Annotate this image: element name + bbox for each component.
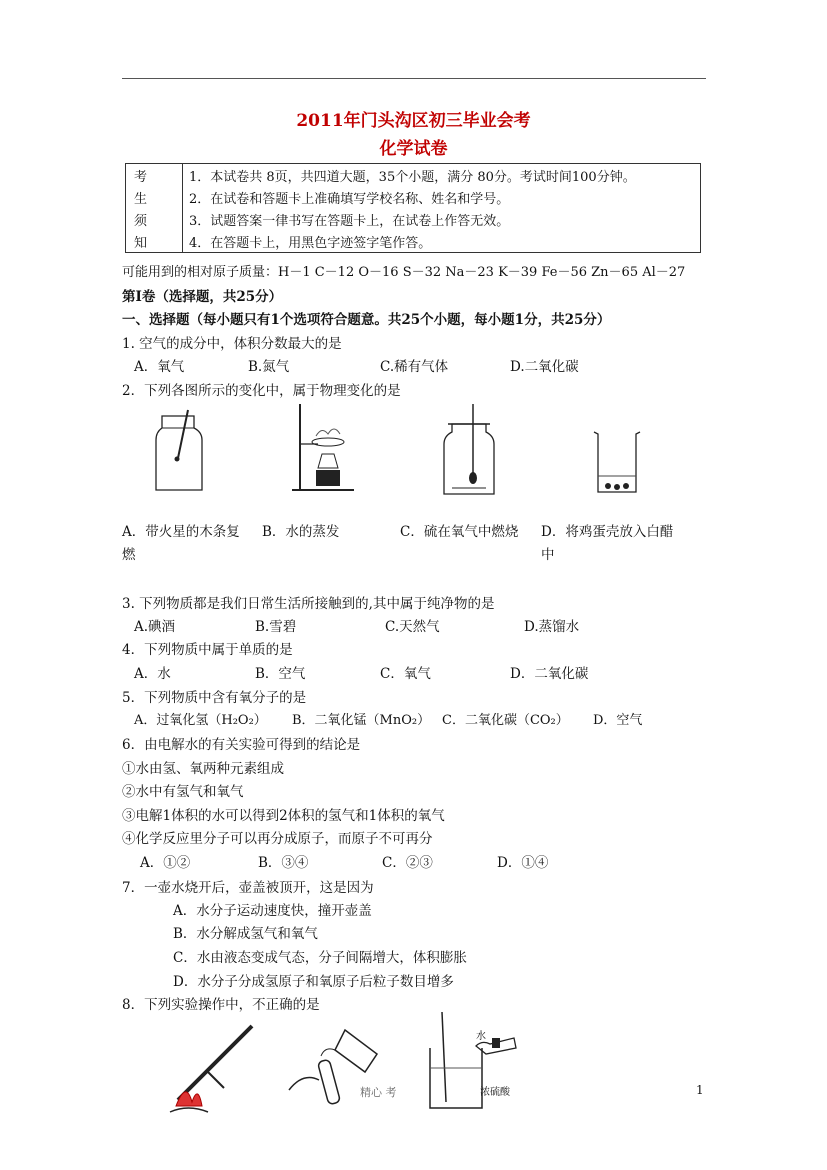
q2-figure-c-sulfur-burning-icon <box>440 402 500 498</box>
q6-option-c: C．②③ <box>382 855 433 871</box>
q8-figure-a-heating-tube-icon <box>168 1020 260 1116</box>
notice-rule: 4．在答题卡上，用黑色字迹签字笔作答。 <box>183 230 701 253</box>
q1-stem: 1. 空气的成分中，体积分数最大的是 <box>122 336 342 352</box>
q5-option-a: A．过氧化氢（H₂O₂） <box>134 713 267 728</box>
q6-statement: ④化学反应里分子可以再分成原子，而原子不可再分 <box>122 831 433 847</box>
q2-option-d-cont: 中 <box>541 547 555 563</box>
q4-option-d: D．二氧化碳 <box>510 666 589 682</box>
q6-statement: ②水中有氢气和氧气 <box>122 784 244 800</box>
q4-stem: 4．下列物质中属于单质的是 <box>122 642 293 658</box>
notice-rule: 2．在试卷和答题卡上准确填写学校名称、姓名和学号。 <box>183 186 701 208</box>
q8-label-sulfuric-acid: 浓硫酸 <box>480 1087 510 1098</box>
q1-option-d: D.二氧化碳 <box>510 359 579 375</box>
q7-stem: 7．一壶水烧开后，壶盖被顶开，这是因为 <box>122 880 374 896</box>
q2-option-d: D．将鸡蛋壳放入白醋 <box>541 524 674 540</box>
notice-side-char: 生 <box>126 186 183 208</box>
q6-statement: ③电解1体积的水可以得到2体积的氢气和1体积的氧气 <box>122 808 445 824</box>
q4-option-b: B．空气 <box>255 666 306 682</box>
q3-option-b: B.雪碧 <box>255 619 297 635</box>
q3-option-d: D.蒸馏水 <box>524 619 580 635</box>
q2-option-b: B．水的蒸发 <box>262 524 340 540</box>
exam-title: 2011年门头沟区初三毕业会考 <box>296 111 531 131</box>
q2-option-c: C．硫在氧气中燃烧 <box>400 524 519 540</box>
notice-side-char: 知 <box>126 230 183 253</box>
q2-figure-d-beaker-icon <box>590 428 646 498</box>
q6-statement: ①水由氢、氧两种元素组成 <box>122 761 284 777</box>
q1-option-b: B.氮气 <box>248 359 290 375</box>
atomic-masses: 可能用到的相对原子质量：H－1 C－12 O－16 S－32 Na－23 K－39 Fe－56 Zn－65 Al－27 <box>122 265 686 280</box>
q2-stem: 2．下列各图所示的变化中，属于物理变化的是 <box>122 383 401 399</box>
exam-subtitle: 化学试卷 <box>379 139 448 159</box>
volume-heading: 第Ⅰ卷（选择题，共25分） <box>122 289 283 305</box>
q5-option-d: D．空气 <box>593 713 643 728</box>
q6-stem: 6．由电解水的有关实验可得到的结论是 <box>122 737 361 753</box>
q8-stem: 8．下列实验操作中，不正确的是 <box>122 997 320 1013</box>
q4-option-c: C．氧气 <box>380 666 431 682</box>
q8-label-water: 水 <box>476 1031 486 1042</box>
q6-option-a: A．①② <box>140 855 191 871</box>
notice-rule: 3．试题答案一律书写在答题卡上，在试卷上作答无效。 <box>183 208 701 230</box>
q1-option-a: A．氧气 <box>134 359 185 375</box>
q5-option-c: C．二氧化碳（CO₂） <box>442 713 569 728</box>
header-rule <box>122 78 706 79</box>
q7-option-a: A．水分子运动速度快，撞开壶盖 <box>173 903 372 919</box>
q1-option-c: C.稀有气体 <box>380 359 449 375</box>
q2-figure-b-evaporation-icon <box>288 402 358 494</box>
q2-option-a: A．带火星的木条复 <box>122 524 240 540</box>
q6-option-b: B．③④ <box>258 855 309 871</box>
q3-option-c: C.天然气 <box>385 619 440 635</box>
q7-option-b: B．水分解成氢气和氧气 <box>173 926 318 942</box>
exam-notice-table <box>125 163 701 253</box>
q2-option-a-cont: 燃 <box>122 547 136 563</box>
watermark-text: 精心 考 <box>360 1086 397 1099</box>
q7-option-c: C．水由液态变成气态，分子间隔增大，体积膨胀 <box>173 950 467 966</box>
q2-figure-a-bottle-icon <box>150 408 210 498</box>
q6-option-d: D．①④ <box>497 855 549 871</box>
notice-side-char: 考 <box>126 164 183 187</box>
q5-stem: 5．下列物质中含有氧分子的是 <box>122 690 307 706</box>
q3-option-a: A.碘酒 <box>134 619 176 635</box>
part-heading: 一、选择题（每小题只有1个选项符合题意。共25个小题，每小题1分，共25分） <box>122 312 611 328</box>
q4-option-a: A．水 <box>134 666 171 682</box>
q7-option-d: D．水分子分成氢原子和氧原子后粒子数目增多 <box>173 974 454 990</box>
notice-side-char: 须 <box>126 208 183 230</box>
q8-figure-c-dilution-icon <box>420 1008 530 1112</box>
notice-rule: 1．本试卷共 8页，共四道大题，35个小题，满分 80分。考试时间100分钟。 <box>183 164 701 187</box>
q3-stem: 3. 下列物质都是我们日常生活所接触到的,其中属于纯净物的是 <box>122 596 495 612</box>
page-number: 1 <box>696 1083 704 1097</box>
q5-option-b: B．二氧化锰（MnO₂） <box>292 713 431 728</box>
